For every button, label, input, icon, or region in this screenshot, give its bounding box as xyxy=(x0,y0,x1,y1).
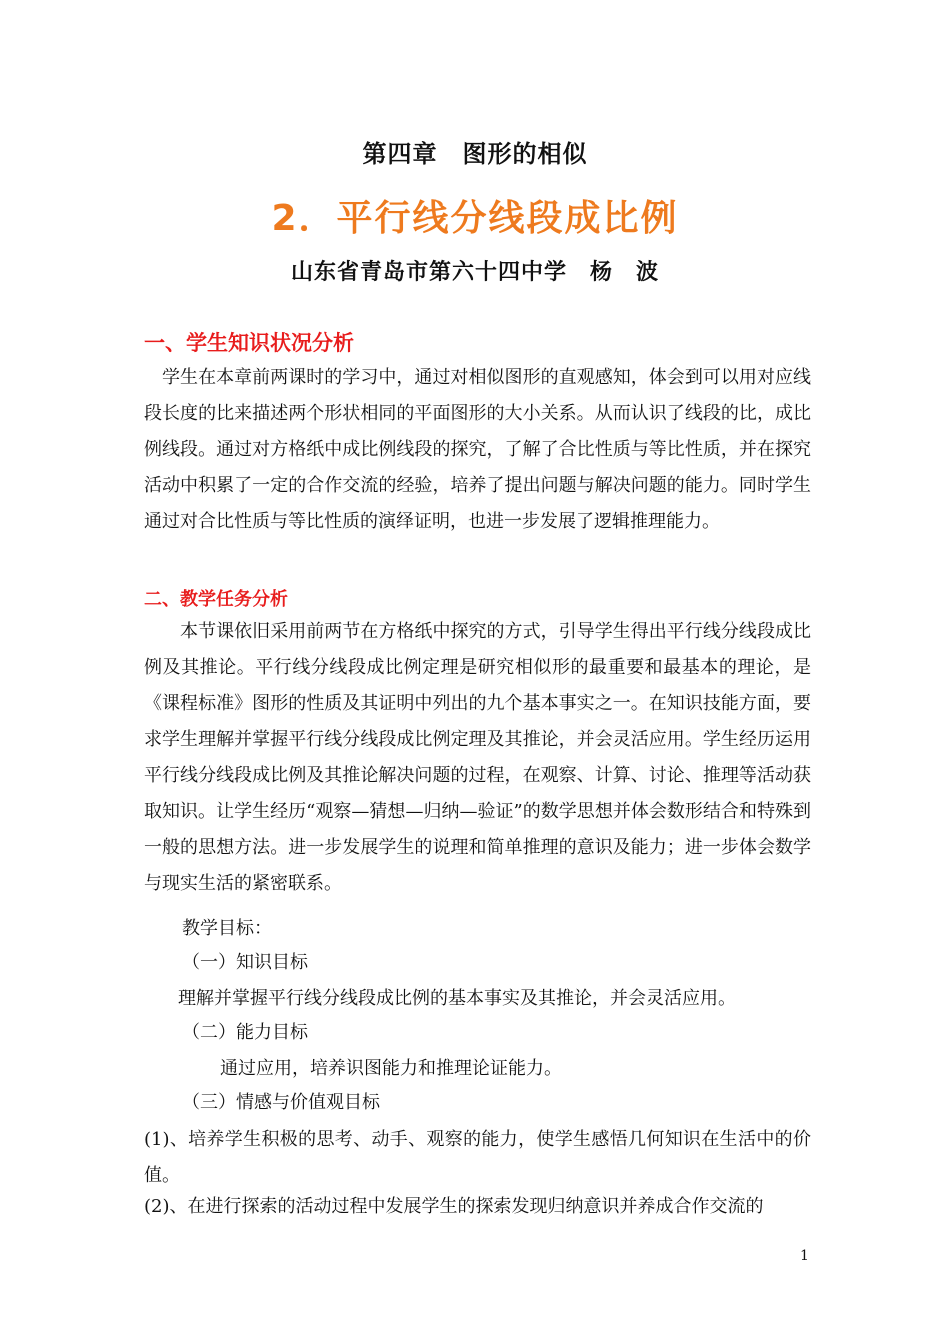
section-paragraph-task-analysis: 本节课依旧采用前两节在方格纸中探究的方式，引导学生得出平行线分线段成比例及其推论。平行线分线段成比例定理是研究相似形的最重要和最基本的理论，是《课程标准》图形的性质及其证明中列出的九个基本事实之一。在知识技能方面，要求学生理解并掌握平行线分线段成比例定理及其推论，并会灵活应用。学生经历运用平行线分线段成比例及其推论解决问题的过程，在观察、计算、讨论、推理等活动获取知识。让学生经历“观察—猜想—归纳—验证”的数学思想并体会数形结合和特殊到一般的思想方法。进一步发展学生的说理和简单推理的意识及能力；进一步体会数学与现实生活的紧密联系。 xyxy=(144,621,811,894)
knowledge-objective-heading: （一）知识目标 xyxy=(182,952,308,973)
objectives-label: 教学目标： xyxy=(182,918,272,939)
knowledge-objective-text: 理解并掌握平行线分线段成比例的基本事实及其推论，并会灵活应用。 xyxy=(178,988,736,1009)
emotion-objective-item-1: (1)、培养学生积极的思考、动手、观察的能力，使学生感悟几何知识在生活中的价值。 xyxy=(144,1129,811,1186)
page-number: 1 xyxy=(800,1248,809,1264)
ability-objective-text: 通过应用，培养识图能力和推理论证能力。 xyxy=(220,1058,562,1079)
section-heading-task-analysis: 二、教学任务分析 xyxy=(144,589,288,610)
section-paragraph-student-analysis: 学生在本章前两课时的学习中，通过对相似图形的直观感知，体会到可以用对应线段长度的比来描述两个形状相同的平面图形的大小关系。从而认识了线段的比，成比例线段。通过对方格纸中成比例线段的探究，了解了合比性质与等比性质，并在探究活动中积累了一定的合作交流的经验，培养了提出问题与解决问题的能力。同时学生通过对合比性质与等比性质的演绎证明，也进一步发展了逻辑推理能力。 xyxy=(144,367,811,532)
chapter-title: 第四章 图形的相似 xyxy=(362,140,588,168)
author-line: 山东省青岛市第六十四中学 杨 波 xyxy=(290,260,659,285)
emotion-objective-item-2: (2)、在进行探索的活动过程中发展学生的探索发现归纳意识并养成合作交流的 xyxy=(144,1196,764,1217)
lesson-title: 2．平行线分线段成比例 xyxy=(271,198,679,239)
ability-objective-heading: （二）能力目标 xyxy=(182,1022,308,1043)
section-heading-student-analysis: 一、学生知识状况分析 xyxy=(144,331,354,355)
emotion-objective-heading: （三）情感与价值观目标 xyxy=(182,1092,380,1113)
